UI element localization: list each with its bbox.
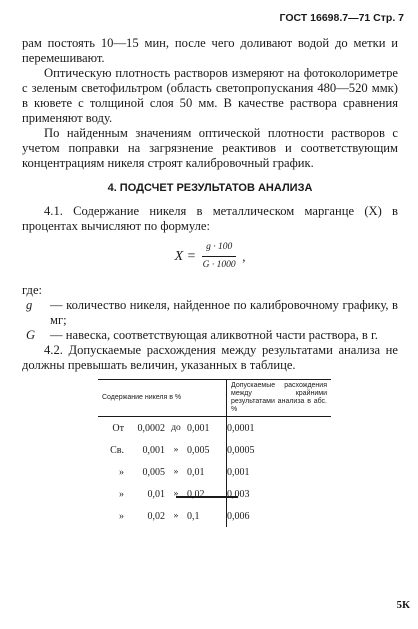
range-high: 0,005 [187, 444, 210, 456]
definition-text: — навеска, соответствующая аликвотной части раствора, в г. [50, 328, 378, 342]
range-prefix: » [119, 510, 124, 522]
definition-G [22, 328, 398, 343]
page-number: 5К [396, 599, 410, 611]
range-sep: » [173, 444, 179, 455]
table-row [98, 417, 331, 440]
range-sep: » [173, 488, 179, 499]
formula-trailing: , [242, 249, 246, 264]
table-cell-value: 0,001 [227, 466, 250, 478]
table-cell-range [98, 439, 227, 461]
range-high: 0,01 [187, 466, 205, 478]
range-low: 0,02 [147, 510, 165, 522]
range-prefix: » [119, 488, 124, 500]
range-high: 0,02 [187, 488, 205, 500]
range-sep: » [173, 510, 179, 521]
definition-symbol: G [26, 328, 36, 342]
table-row [98, 505, 331, 527]
table-row [98, 439, 331, 461]
range-sep: » [173, 466, 179, 477]
formula-denominator: G · 1000 [202, 260, 236, 270]
range-prefix: От [112, 422, 124, 434]
table-end-rule [176, 496, 238, 498]
table-header-tolerance: Допускаемые расхождения между крайними результатами анализа в абс. % [227, 380, 332, 417]
range-low: 0,001 [142, 444, 165, 456]
tolerance-table [98, 379, 331, 527]
formula-numerator: g · 100 [202, 240, 236, 257]
paragraph-continuation: рам постоять 10—15 мин, после чего доливают водой до метки и перемешивают. [22, 36, 398, 65]
page-header: ГОСТ 16698.7—71 Стр. 7 [279, 12, 404, 24]
table-cell-value: 0,0005 [227, 444, 255, 456]
paragraph-optical-density: Оптическую плотность растворов измеряют на фотоколориметре с зеленым светофильтром (область светопропускания 480—520 ммк) в кювете с толщиной слоя 50 мм. В качестве раствора сравнения применяют воду. [22, 66, 398, 125]
table-cell-range [98, 417, 227, 440]
table-row [98, 461, 331, 483]
table-cell-range [98, 461, 227, 483]
range-sep: до [171, 422, 181, 433]
where-label: где: [22, 283, 43, 297]
range-low: 0,005 [142, 466, 165, 478]
range-low: 0,0002 [137, 422, 165, 434]
table-row [98, 483, 331, 505]
formula [22, 240, 398, 273]
range-prefix: » [119, 466, 124, 478]
range-prefix: Св. [110, 444, 124, 456]
range-high: 0,1 [187, 510, 200, 522]
table-cell-value: 0,003 [227, 488, 250, 500]
range-low: 0,01 [147, 488, 165, 500]
definition-g [22, 298, 398, 328]
table-cell-value: 0,0001 [227, 422, 255, 434]
table-cell-range [98, 483, 227, 505]
formula-lhs: X = [174, 249, 197, 264]
definition-text: — количество никеля, найденное по калибровочному графику, в мг; [50, 298, 398, 327]
paragraph-4-1: 4.1. Содержание никеля в металлическом марганце (X) в процентах вычисляют по формуле: [22, 204, 398, 233]
table-cell-range [98, 505, 227, 527]
formula-fraction [202, 240, 236, 273]
table-header-content: Содержание никеля в % [98, 380, 227, 417]
paragraph-calibration: По найденным значениям оптической плотности растворов с учетом поправки на загрязнение реактивов и соответствующим концентрациям никеля строят калибровочный график. [22, 126, 398, 170]
section-title: 4. ПОДСЧЕТ РЕЗУЛЬТАТОВ АНАЛИЗА [107, 182, 313, 194]
paragraph-4-2: 4.2. Допускаемые расхождения между результатами анализа не должны превышать величин, указанных в таблице. [22, 343, 398, 372]
range-high: 0,001 [187, 422, 210, 434]
definition-symbol: g [26, 298, 33, 312]
document-body [22, 36, 398, 527]
table-cell-value: 0,006 [227, 510, 250, 522]
